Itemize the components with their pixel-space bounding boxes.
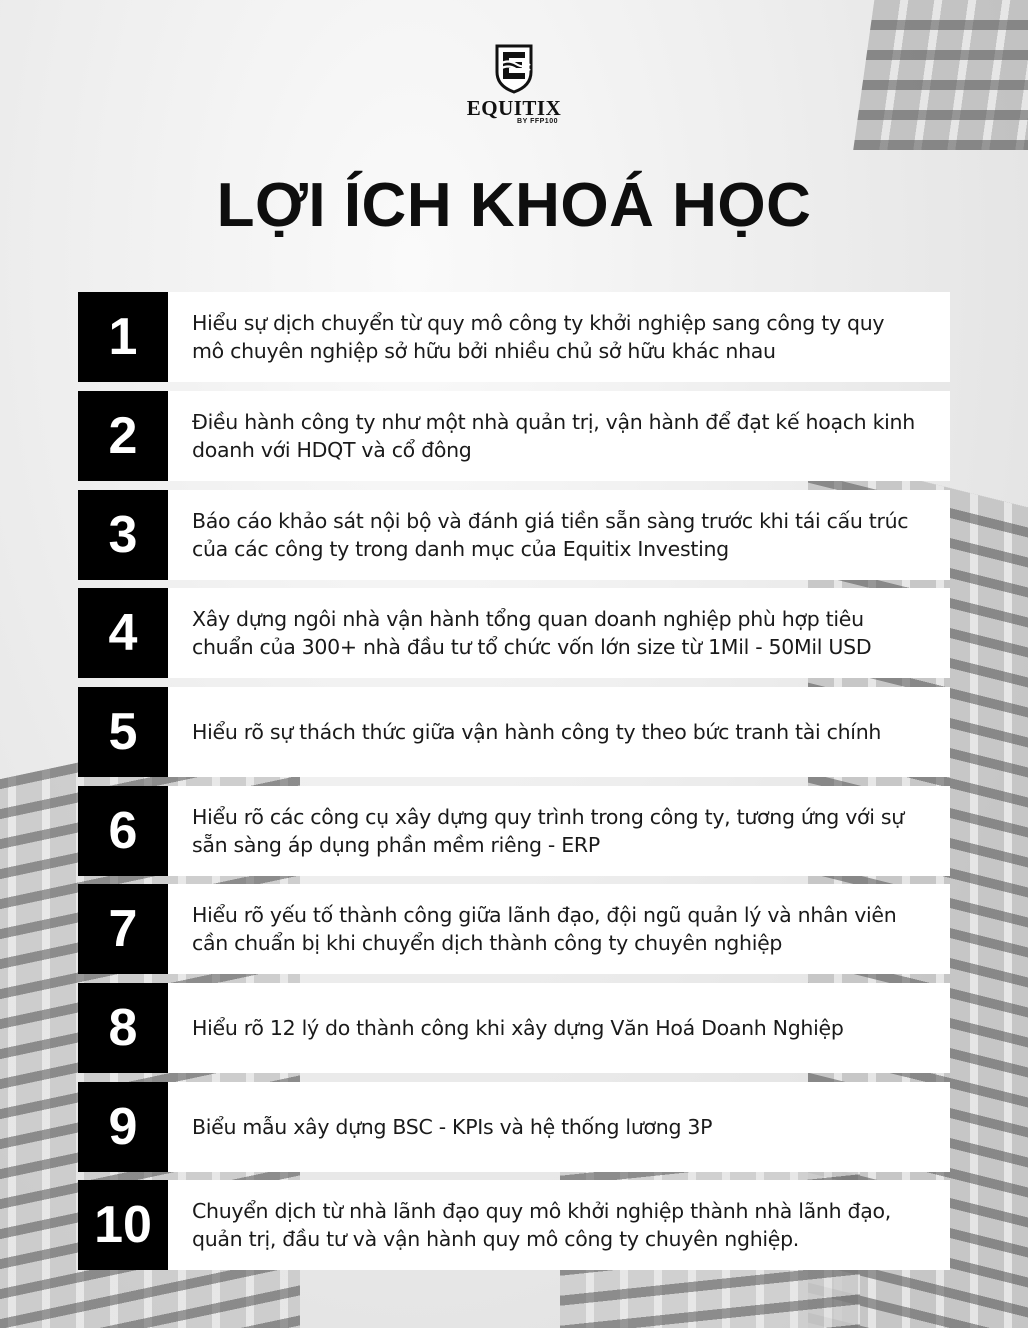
logo-brand-text: EQUITIX [466,96,562,120]
benefit-number: 6 [78,786,168,876]
benefit-text: Xây dựng ngôi nhà vận hành tổng quan doanh nghiệp phù hợp tiêu chuẩn của 300+ nhà đầu tư tổ chức vốn lớn size từ 1Mil - 50Mil USD [168,588,950,678]
benefit-text: Hiểu rõ sự thách thức giữa vận hành công ty theo bức tranh tài chính [168,687,950,777]
logo-sub-text: BY FFP100 [517,118,558,125]
shield-logo-icon [494,42,534,94]
benefit-text: Điều hành công ty như một nhà quản trị, vận hành để đạt kế hoạch kinh doanh với HDQT và cổ đông [168,391,950,481]
benefit-number: 1 [78,292,168,382]
benefit-text: Hiểu rõ yếu tố thành công giữa lãnh đạo, đội ngũ quản lý và nhân viên cần chuẩn bị khi chuyển dịch thành công ty chuyên nghiệp [168,884,950,974]
benefit-text: Hiểu rõ 12 lý do thành công khi xây dựng Văn Hoá Doanh Nghiệp [168,983,950,1073]
benefit-item [78,983,950,1073]
page-title: LỢI ÍCH KHOÁ HỌC [216,171,812,240]
benefit-text: Chuyển dịch từ nhà lãnh đạo quy mô khởi nghiệp thành nhà lãnh đạo, quản trị, đầu tư và vận hành quy mô công ty chuyên nghiệp. [168,1180,950,1270]
benefit-number: 10 [78,1180,168,1270]
benefit-number: 5 [78,687,168,777]
benefit-item [78,1082,950,1172]
benefit-item [78,490,950,580]
benefit-number: 8 [78,983,168,1073]
benefit-number: 2 [78,391,168,481]
benefit-text: Biểu mẫu xây dựng BSC - KPIs và hệ thống lương 3P [168,1082,950,1172]
benefit-item [78,1180,950,1270]
benefit-number: 4 [78,588,168,678]
benefit-number: 3 [78,490,168,580]
benefit-item [78,884,950,974]
benefit-text: Hiểu rõ các công cụ xây dựng quy trình trong công ty, tương ứng với sự sẵn sàng áp dụng phần mềm riêng - ERP [168,786,950,876]
benefit-item [78,391,950,481]
benefit-item [78,786,950,876]
benefit-number: 7 [78,884,168,974]
benefit-number: 9 [78,1082,168,1172]
benefit-item [78,292,950,382]
benefit-text: Hiểu sự dịch chuyển từ quy mô công ty khởi nghiệp sang công ty quy mô chuyên nghiệp sở hữu bởi nhiều chủ sở hữu khác nhau [168,292,950,382]
benefit-item [78,588,950,678]
benefit-text: Báo cáo khảo sát nội bộ và đánh giá tiền sẵn sàng trước khi tái cấu trúc của các công ty trong danh mục của Equitix Investing [168,490,950,580]
building-top-right [853,0,1028,150]
equitix-logo [464,42,564,132]
benefit-item [78,687,950,777]
